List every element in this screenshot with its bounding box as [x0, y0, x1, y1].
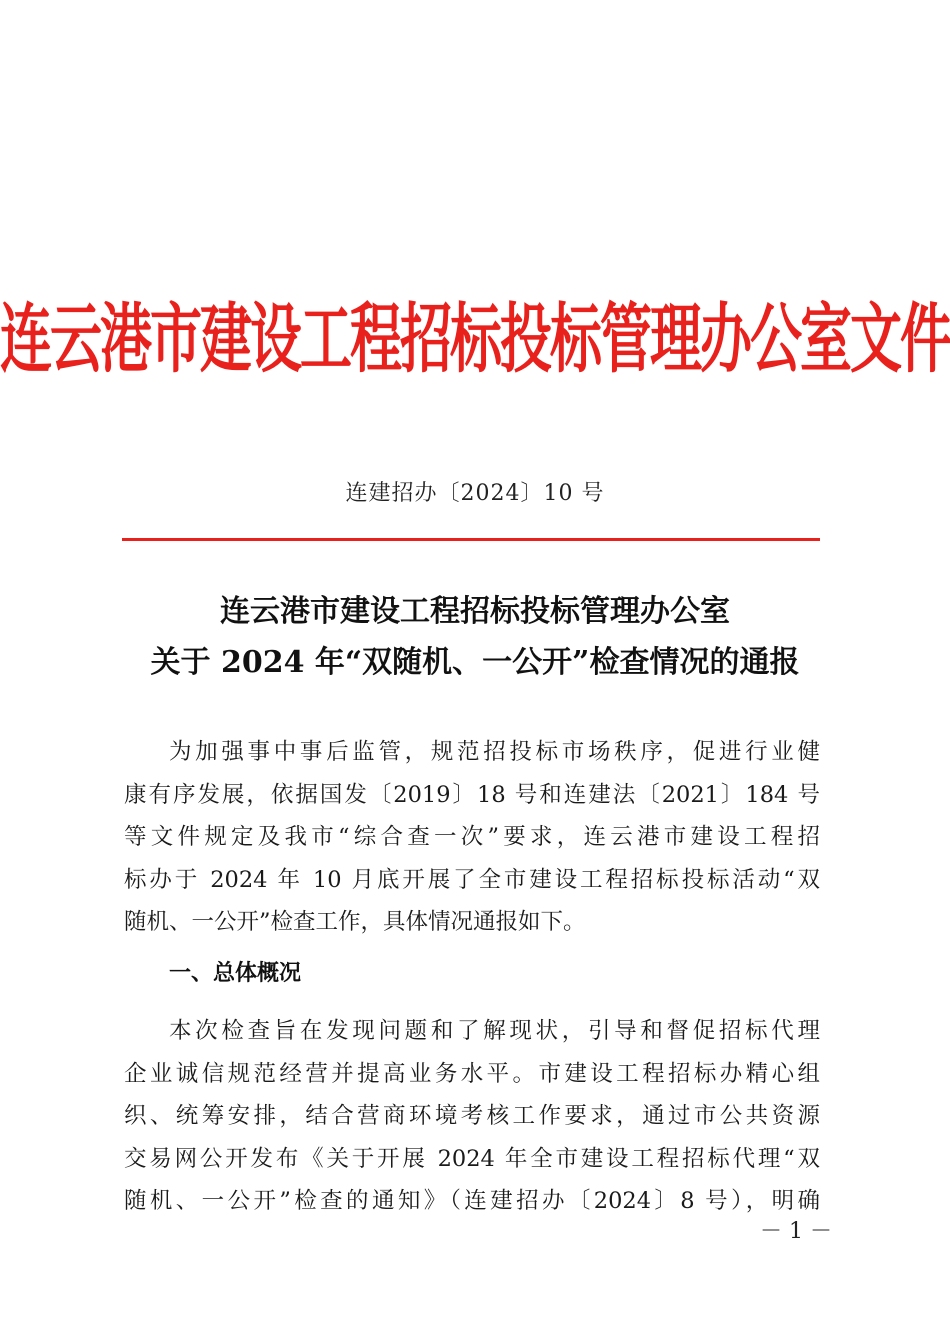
red-header-title: 连云港市建设工程招标投标管理办公室文件	[0, 296, 950, 384]
paragraph-line: 为加强事中事后监管，规范招投标市场秩序，促进行业健	[169, 739, 820, 765]
section-heading-overview: 一、总体概况	[169, 961, 302, 986]
paragraph-line: 康有序发展，依据国发〔2019〕18 号和连建法〔2021〕184 号	[124, 781, 820, 808]
paragraph-line: 标办于 2024 年 10 月底开展了全市建设工程招标投标活动“双	[124, 866, 820, 893]
document-number: 连建招办〔2024〕10 号	[345, 481, 605, 506]
paragraph-line: 企业诚信规范经营并提高业务水平。市建设工程招标办精心组	[124, 1060, 820, 1087]
document-title-line-1: 连云港市建设工程招标投标管理办公室	[220, 594, 730, 629]
paragraph-line: 织、统筹安排，结合营商环境考核工作要求，通过市公共资源	[124, 1103, 820, 1129]
document-title-line-2: 关于 2024 年“双随机、一公开”检查情况的通报	[150, 645, 800, 680]
page-number: － 1 －	[760, 1219, 832, 1244]
paragraph-overview	[124, 1010, 820, 1223]
paragraph-line: 本次检查旨在发现问题和了解现状，引导和督促招标代理	[169, 1018, 820, 1044]
paragraph-line: 交易网公开发布《关于开展 2024 年全市建设工程招标代理“双	[124, 1145, 820, 1172]
paragraph-line: 随机、一公开”检查的通知》（连建招办〔2024〕8 号），明确	[124, 1188, 820, 1214]
paragraph-line: 等文件规定及我市“综合查一次”要求，连云港市建设工程招	[124, 824, 820, 850]
paragraph-line: 随机、一公开”检查工作，具体情况通报如下。	[124, 909, 586, 935]
red-divider-line	[122, 538, 820, 541]
paragraph-intro	[124, 731, 820, 944]
